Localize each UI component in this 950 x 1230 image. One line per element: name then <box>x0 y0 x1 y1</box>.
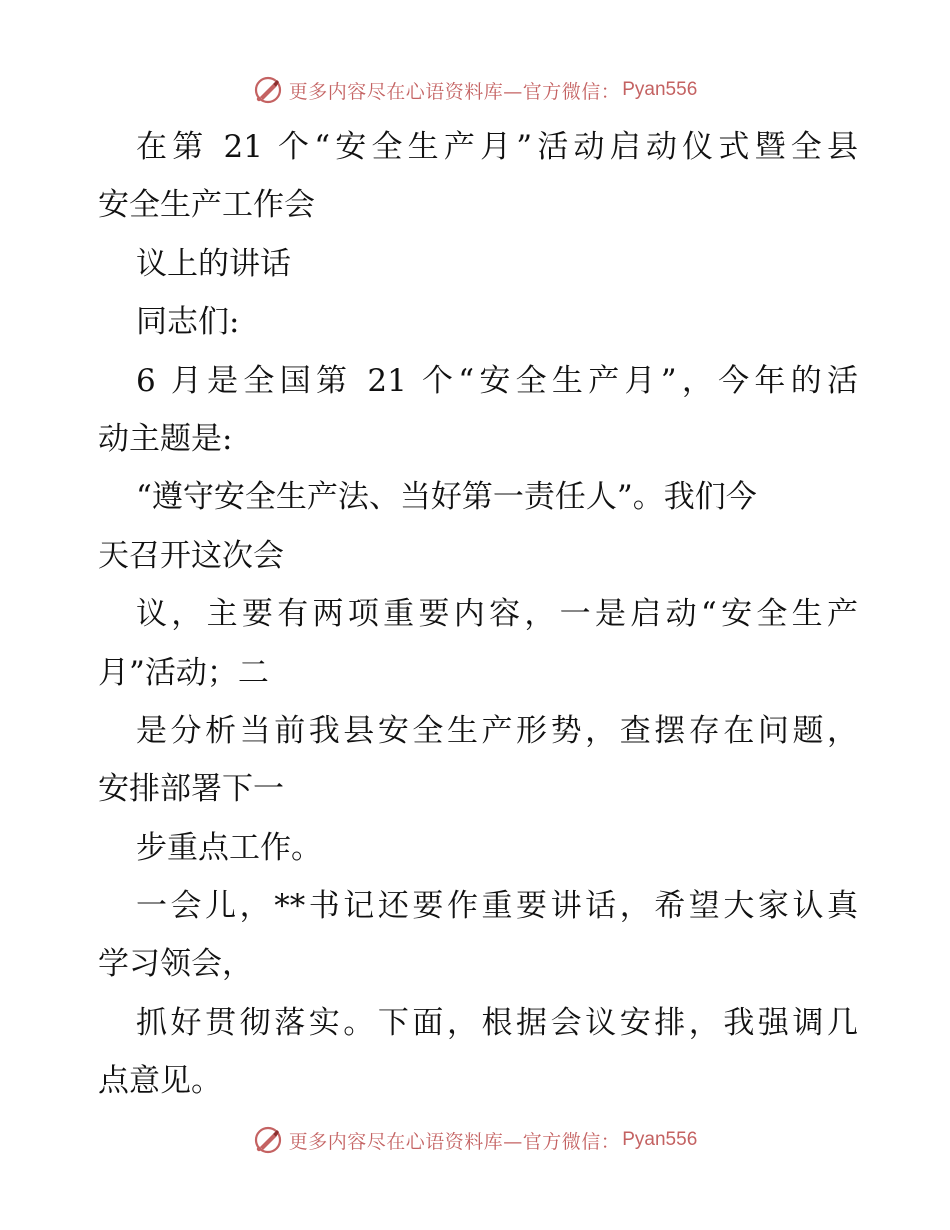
title-line: 在第 21 个“安全生产月”活动启动仪式暨全县 <box>136 129 858 165</box>
document-body <box>98 118 858 1111</box>
paragraph-line: 抓好贯彻落实。下面，根据会议安排，我强调几 <box>136 1004 858 1041</box>
paragraph-line: 安排部署下一 <box>98 771 284 808</box>
pen-logo-icon <box>253 75 283 105</box>
paragraph-line: 6 月是全国第 21 个“安全生产月”，今年的活 <box>136 362 858 399</box>
watermark-header <box>0 70 950 110</box>
watermark-wechat-id: Pyan556 <box>622 1129 698 1150</box>
watermark-footer <box>0 1120 950 1160</box>
paragraph-line: 是分析当前我县安全生产形势，查摆存在问题， <box>136 712 858 749</box>
paragraph-line: 一会儿，**书记还要作重要讲话，希望大家认真 <box>136 888 858 925</box>
watermark-text: 更多内容尽在心语资料库—官方微信： <box>288 80 621 103</box>
paragraph-line: 天召开这次会 <box>98 537 284 574</box>
paragraph-line: 月”活动；二 <box>98 654 269 691</box>
paragraph-line: 学习领会， <box>98 946 253 983</box>
paragraph-line: 议，主要有两项重要内容，一是启动“安全生产 <box>136 596 858 633</box>
salutation: 同志们: <box>136 304 240 341</box>
paragraph-line: 步重点工作。 <box>136 829 322 866</box>
paragraph-line: “遵守安全生产法、当好第一责任人”。我们今 <box>136 479 757 516</box>
watermark-wechat-id: Pyan556 <box>622 79 698 100</box>
watermark-text: 更多内容尽在心语资料库—官方微信： <box>288 1130 621 1153</box>
title-line: 安全生产工作会 <box>98 187 315 224</box>
paragraph-line: 动主题是: <box>98 420 233 457</box>
title-line: 议上的讲话 <box>136 245 291 282</box>
paragraph-line: 点意见。 <box>98 1063 222 1100</box>
pen-logo-icon <box>253 1125 283 1155</box>
